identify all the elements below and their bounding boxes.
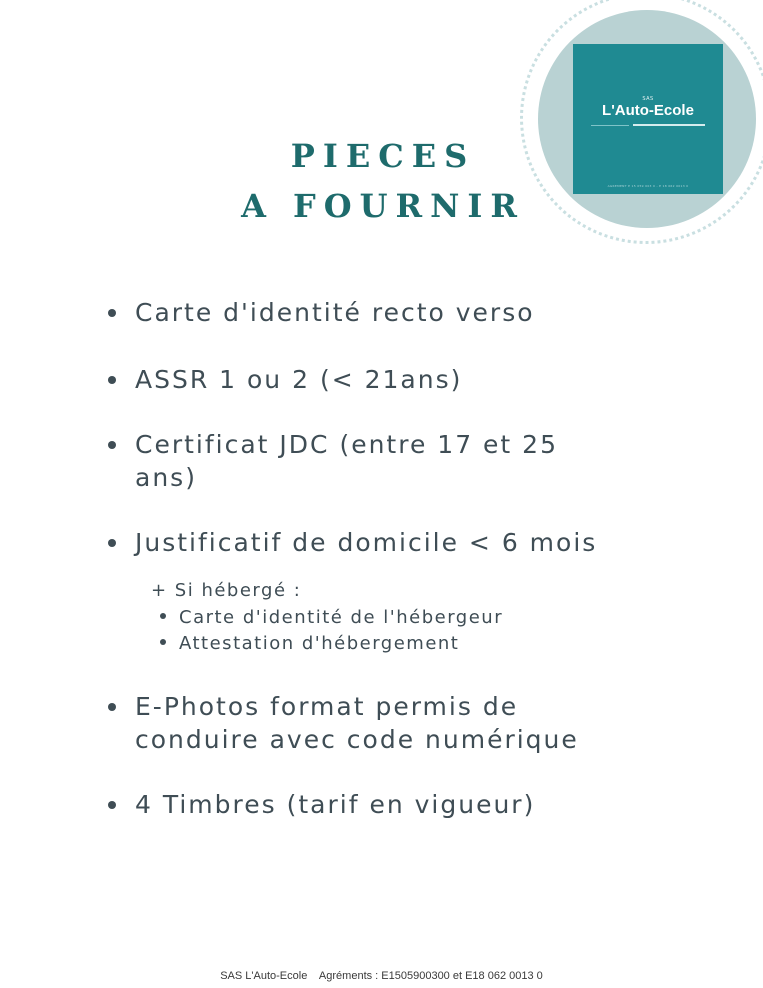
logo-divider-thin [591,125,629,126]
logo [573,44,723,194]
list-item [108,296,535,329]
list-item-text: E-Photos format permis de [135,692,519,721]
hosted-list-item-text: Attestation d'hébergement [179,633,460,654]
hosted-list-item-text: Carte d'identité de l'hébergeur [179,607,504,628]
footer-text: SAS L'Auto-Ecole Agréments : E1505900300 et E18 062 0013 0 [220,970,543,982]
list-item-text-continued: conduire avec code numérique [135,725,579,754]
bullet-icon [108,539,116,547]
bullet-icon [108,801,116,809]
logo-sas-label: SAS [642,96,654,102]
bullet-icon [160,639,166,645]
list-item [108,788,535,821]
list-item-text-continued: ans) [135,463,197,492]
list-item-text: Carte d'identité recto verso [135,298,535,327]
list-item-text: 4 Timbres (tarif en vigueur) [135,790,536,819]
bullet-icon [108,441,116,449]
bullet-icon [108,309,116,317]
list-item-text: Certificat JDC (entre 17 et 25 [135,430,558,459]
list-item [108,363,462,396]
list-item-text: Justificatif de domicile < 6 mois [135,528,598,557]
logo-fine-print: AGREMENT E 15 059 003 0 - E 18 062 0013 0 [607,184,689,188]
list-item [108,526,597,559]
list-item-text: ASSR 1 ou 2 (< 21ans) [135,365,463,394]
logo-name: L'Auto-Ecole [602,102,694,119]
page-title-line-2: A FOURNIR [241,187,525,225]
hosted-list-item [160,604,503,631]
bullet-icon [160,613,166,619]
list-item [108,690,579,756]
page-title-line-1: PIECES [290,137,476,175]
hosted-list-item [160,630,459,657]
hosted-header: + Si hébergé : [151,580,302,601]
list-item [108,428,558,494]
logo-divider [633,124,705,126]
bullet-icon [108,703,116,711]
bullet-icon [108,376,116,384]
